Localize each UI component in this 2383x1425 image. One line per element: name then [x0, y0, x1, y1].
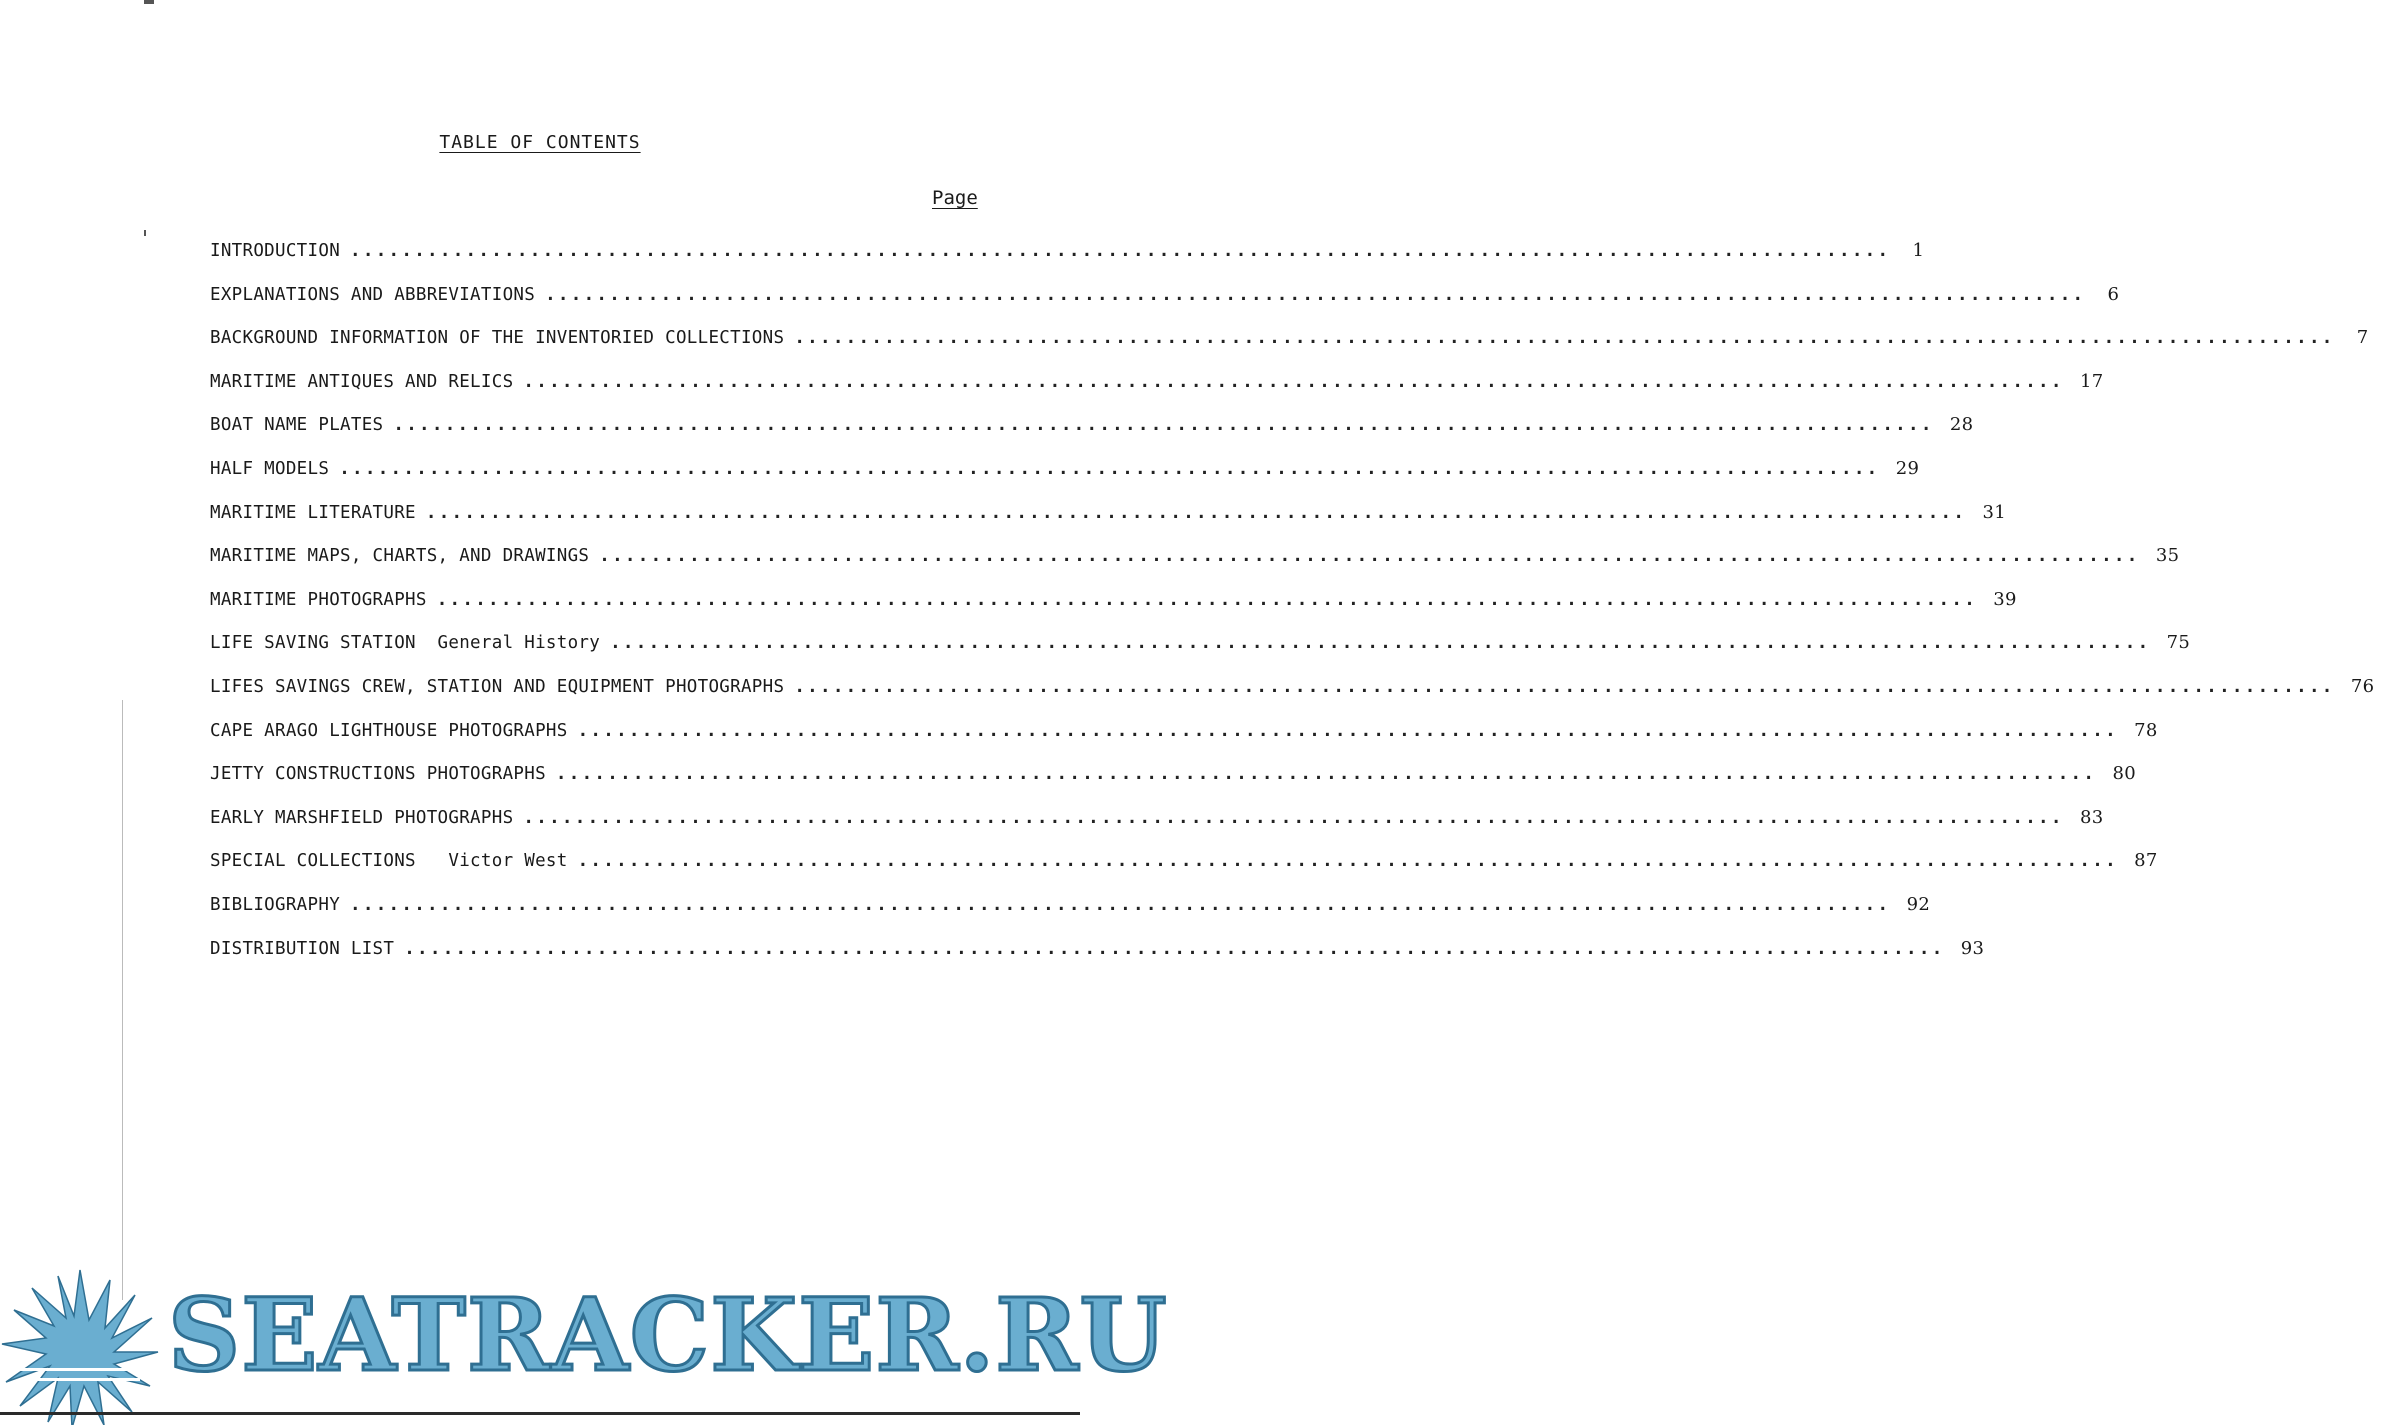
toc-entry-label: SPECIAL COLLECTIONS Victor West [210, 851, 568, 872]
toc-entry-label: EARLY MARSHFIELD PHOTOGRAPHS [210, 807, 514, 828]
title-text: TABLE OF CONTENTS [439, 132, 641, 153]
dot-leader: ........................................................................................................................ [404, 938, 1945, 959]
dot-leader: ........................................................................................................................ [794, 328, 2335, 349]
toc-entry-label: HALF MODELS [210, 458, 330, 479]
toc-entry-label: BIBLIOGRAPHY [210, 894, 341, 915]
dot-leader: ........................................................................................................................ [393, 415, 1934, 436]
toc-entry-page: 83 [2079, 806, 2104, 828]
dot-leader: ........................................................................................................................ [523, 807, 2064, 828]
toc-entry-page: 75 [2166, 632, 2191, 654]
dot-leader: ........................................................................................................................ [545, 284, 2086, 305]
dot-leader: ........................................................................................................................ [794, 676, 2335, 697]
toc-entry-page: 28 [1949, 414, 1974, 436]
toc-entry [210, 763, 2136, 807]
dot-leader: ........................................................................................................................ [577, 720, 2118, 741]
toc-entry [210, 893, 1931, 938]
page-column-header: Page [932, 187, 978, 209]
toc-entry [210, 327, 2369, 371]
toc-entry-label: JETTY CONSTRUCTIONS PHOTOGRAPHS [210, 764, 546, 785]
toc-entry-page: 17 [2079, 370, 2104, 392]
toc-entry [210, 719, 2158, 764]
toc-entry-label: LIFES SAVINGS CREW, STATION AND EQUIPMENT PHOTOGRAPHS [210, 676, 785, 697]
toc-entry-label: BACKGROUND INFORMATION OF THE INVENTORIED COLLECTIONS [210, 328, 785, 349]
table-of-contents [210, 240, 2375, 981]
toc-entry-label: MARITIME LITERATURE [210, 502, 416, 523]
dot-leader: ........................................................................................................................ [350, 241, 1891, 261]
dot-leader: ........................................................................................................................ [425, 502, 1967, 523]
toc-entry-page: 31 [1982, 501, 2006, 523]
dot-leader: ........................................................................................................................ [599, 546, 2140, 567]
toc-entry-page: 1 [1912, 240, 1925, 261]
dot-leader: ........................................................................................................................ [555, 764, 2097, 785]
toc-entry [210, 370, 2104, 415]
scan-bottom-edge [0, 1412, 1080, 1415]
toc-entry-label: INTRODUCTION [210, 241, 341, 261]
dot-leader: ........................................................................................................................ [350, 894, 1891, 915]
toc-entry-label: LIFE SAVING STATION General History [210, 633, 601, 654]
toc-entry-page: 35 [2155, 545, 2180, 567]
toc-entry-page: 39 [1993, 588, 2017, 610]
toc-entry-page: 87 [2134, 850, 2158, 872]
toc-entry-label: MARITIME PHOTOGRAPHS [210, 589, 427, 610]
toc-entry [210, 545, 2180, 589]
dot-leader: ........................................................................................................................ [577, 851, 2118, 872]
toc-entry [210, 283, 2120, 328]
toc-entry [210, 806, 2104, 851]
watermark-text: SEATRACKER.RU [168, 1276, 1168, 1394]
toc-entry [210, 414, 1974, 458]
toc-entry-label: BOAT NAME PLATES [210, 415, 384, 436]
dot-leader: ........................................................................................................................ [610, 633, 2151, 654]
scan-mark-top [144, 0, 154, 4]
scan-edge-line [122, 700, 123, 1300]
toc-entry [210, 240, 1925, 284]
dot-leader: ........................................................................................................................ [339, 458, 1880, 479]
toc-entry [210, 632, 2191, 676]
toc-entry-label: CAPE ARAGO LIGHTHOUSE PHOTOGRAPHS [210, 720, 568, 741]
scan-mark-left [144, 230, 146, 236]
toc-entry [210, 675, 2375, 720]
toc-entry-label: MARITIME MAPS, CHARTS, AND DRAWINGS [210, 546, 590, 567]
toc-entry-page: 7 [2356, 327, 2369, 349]
document-title [0, 132, 1080, 153]
toc-entry [210, 588, 2017, 633]
toc-entry [210, 501, 2006, 546]
toc-entry-page: 29 [1895, 457, 1920, 479]
toc-entry [210, 937, 1985, 982]
toc-entry [210, 850, 2158, 894]
dot-leader: ........................................................................................................................ [436, 589, 1978, 610]
toc-entry-page: 6 [2107, 283, 2120, 305]
toc-entry-page: 76 [2350, 675, 2375, 697]
toc-entry-label: MARITIME ANTIQUES AND RELICS [210, 371, 514, 392]
dot-leader: ........................................................................................................................ [523, 371, 2064, 392]
toc-entry-page: 80 [2112, 763, 2136, 785]
toc-entry [210, 457, 1920, 502]
toc-entry-page: 78 [2134, 719, 2158, 741]
toc-entry-page: 93 [1960, 937, 1985, 959]
toc-entry-page: 92 [1906, 893, 1931, 915]
toc-entry-label: EXPLANATIONS AND ABBREVIATIONS [210, 284, 536, 305]
toc-entry-label: DISTRIBUTION LIST [210, 938, 395, 959]
